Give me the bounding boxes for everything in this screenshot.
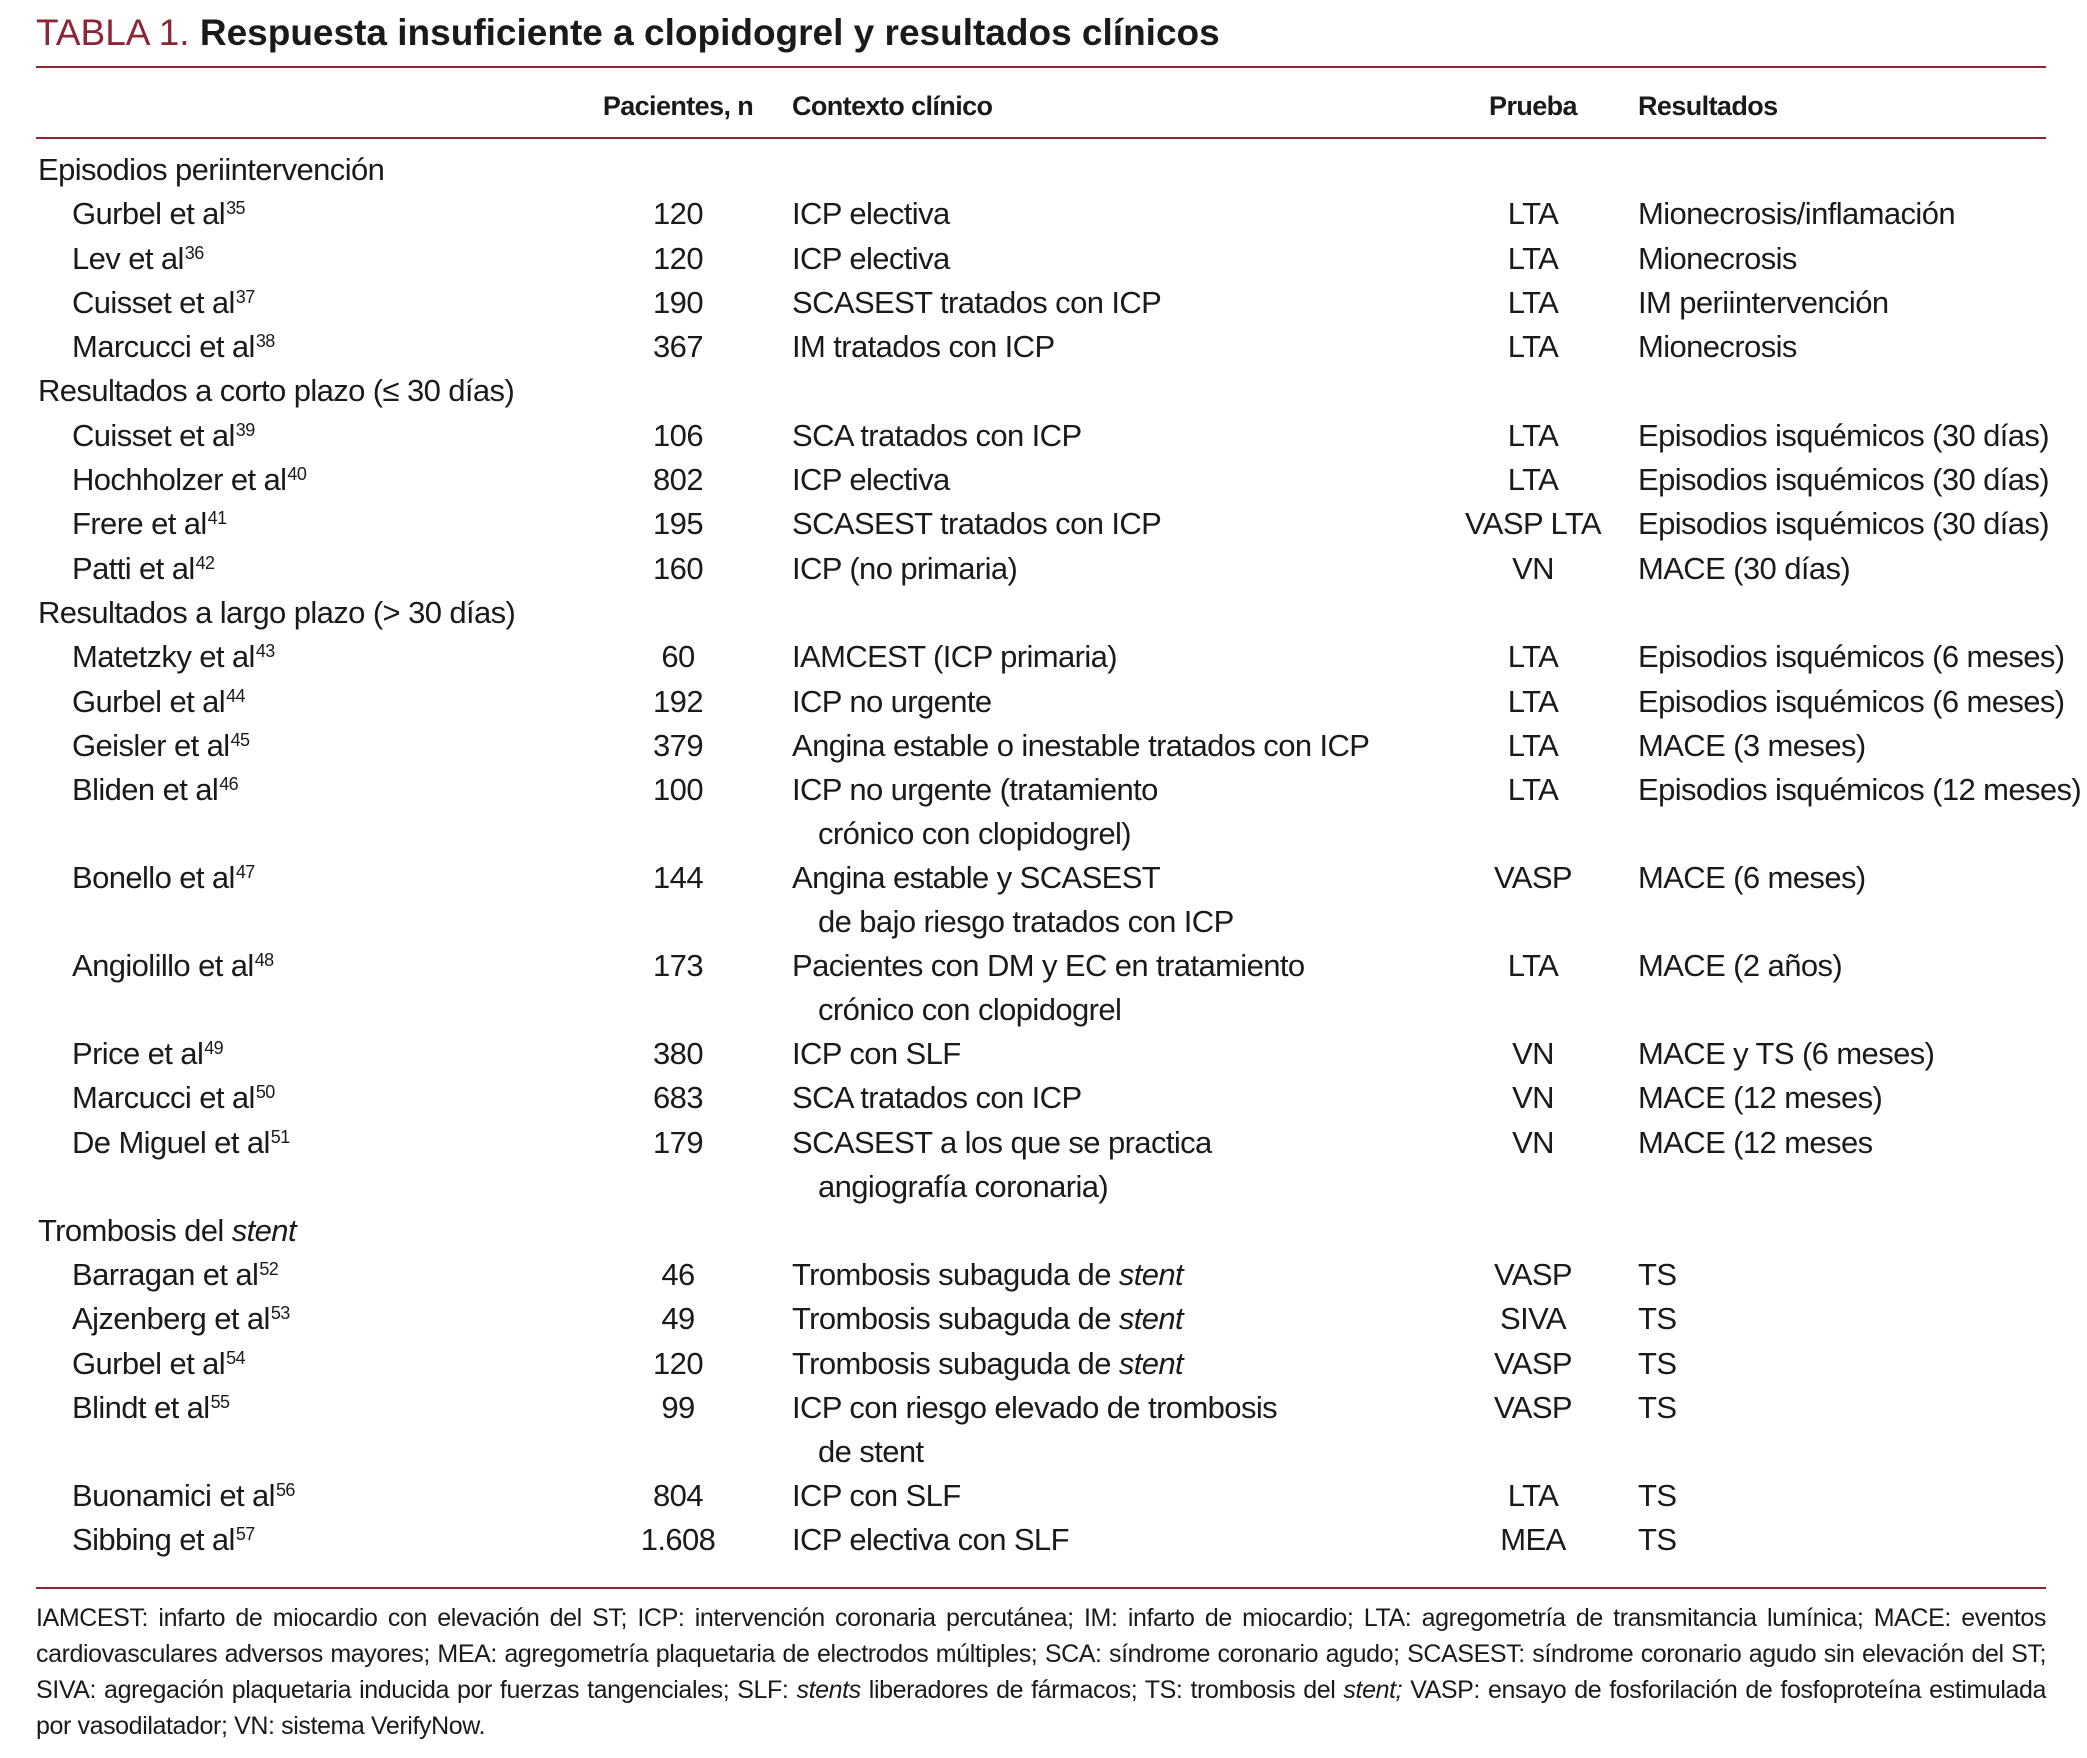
test-cell: LTA	[1507, 196, 1559, 232]
context-text: Pacientes con DM y EC en tratamiento	[792, 948, 1305, 984]
study-name: Ajzenberg et al	[72, 1301, 270, 1337]
section-label	[36, 369, 2046, 413]
reference-number: 55	[210, 1391, 230, 1412]
study-name: Patti et al	[72, 550, 195, 586]
patients-cell: 179	[653, 1124, 703, 1160]
footnote-text-1: IAMCEST: infarto de miocardio con elevación del ST; ICP: intervención coronaria percutánea; IM: infarto de miocardio; LTA: agregometría de transmitancia lumínica; MACE: eventos cardiovasculares adversos mayores; MEA: agregometría plaquetaria de electrodos múltiples; SCA: síndrome coronario agudo; SCASEST: síndrome coronario agudo sin elevación del ST; SIVA: agregación plaquetaria inducida por fuerzas tangenciales; SLF:	[36, 1604, 2046, 1704]
context-line	[792, 1478, 961, 1513]
context-text: SCA tratados con ICP	[792, 1080, 1082, 1116]
table-number: TABLA 1.	[36, 12, 190, 53]
patients-cell: 192	[653, 683, 703, 719]
context-text: SCASEST tratados con ICP	[792, 506, 1162, 542]
section-label-text: Episodios periintervención	[38, 152, 385, 187]
reference-number: 56	[275, 1479, 295, 1500]
context-cell	[792, 635, 1428, 679]
study-cell	[36, 325, 564, 369]
section-label-text: Resultados a corto plazo (≤ 30 días)	[38, 373, 515, 409]
reference-number: 42	[195, 552, 215, 573]
context-text: ICP electiva	[792, 240, 950, 276]
result-cell: TS	[1638, 1301, 1677, 1337]
context-cell	[792, 192, 1428, 236]
result-cell: MACE (2 años)	[1638, 948, 1843, 984]
reference-number: 49	[204, 1038, 224, 1059]
context-line	[792, 329, 1055, 364]
reference-number: 47	[235, 862, 255, 883]
reference-number: 35	[226, 198, 245, 219]
footnote-text-2: liberadores de fármacos; TS: trombosis del	[868, 1676, 1336, 1704]
context-line	[792, 285, 1161, 320]
context-text: SCA tratados con ICP	[792, 417, 1082, 453]
section-row	[36, 148, 2046, 192]
test-cell: VASP	[1493, 1345, 1572, 1381]
context-text: Angina estable o inestable tratados con ICP	[792, 727, 1370, 763]
test-cell: LTA	[1507, 329, 1559, 365]
context-text: ICP electiva	[792, 462, 950, 498]
result-cell: Mionecrosis/inflamación	[1638, 196, 1955, 232]
context-text: ICP con SLF	[792, 1036, 961, 1072]
result-cell: Episodios isquémicos (6 meses)	[1638, 683, 2065, 719]
table-row	[36, 502, 2046, 546]
study-name: Buonamici et al	[72, 1477, 275, 1513]
table-row	[36, 768, 2046, 856]
context-line	[792, 772, 1158, 807]
patients-cell: 683	[653, 1080, 703, 1116]
context-cell	[792, 768, 1428, 856]
test-cell: VN	[1512, 550, 1554, 586]
context-cell	[792, 1297, 1428, 1341]
study-name: Bonello et al	[72, 860, 235, 896]
result-cell: Episodios isquémicos (12 meses)	[1638, 772, 2082, 808]
context-text: ICP no urgente (tratamiento	[792, 772, 1158, 808]
study-cell	[36, 414, 564, 458]
section-row	[36, 591, 2046, 635]
study-name: Lev et al	[72, 240, 184, 276]
patients-cell: 106	[653, 417, 703, 453]
test-cell: VASP	[1493, 1257, 1572, 1293]
study-cell	[36, 1386, 564, 1474]
context-line	[792, 684, 992, 719]
table-row	[36, 1297, 2046, 1341]
table-caption: Respuesta insuficiente a clopidogrel y resultados clínicos	[199, 12, 1220, 53]
reference-number: 44	[226, 685, 245, 706]
context-continuation: angiografía coronaria)	[818, 1168, 1109, 1204]
header-context: Contexto clínico	[792, 90, 993, 121]
reference-number: 48	[254, 950, 274, 971]
study-cell	[36, 1297, 564, 1341]
header-row	[36, 78, 2046, 134]
context-text: IM tratados con ICP	[792, 329, 1055, 365]
test-cell: LTA	[1507, 948, 1559, 984]
test-cell: MEA	[1500, 1522, 1566, 1558]
study-name: Matetzky et al	[72, 639, 255, 675]
context-cell	[792, 237, 1428, 281]
test-cell: LTA	[1507, 1477, 1559, 1513]
patients-cell: 195	[653, 506, 703, 542]
test-cell: SIVA	[1500, 1301, 1566, 1337]
study-cell	[36, 768, 564, 856]
context-cell	[792, 1121, 1428, 1209]
section-row	[36, 1209, 2046, 1253]
test-cell: VASP	[1493, 860, 1572, 896]
reference-number: 50	[255, 1082, 275, 1103]
patients-cell: 160	[653, 550, 703, 586]
context-text: ICP no urgente	[792, 683, 992, 719]
context-cell	[792, 502, 1428, 546]
context-line	[792, 241, 950, 276]
table-row	[36, 1121, 2046, 1209]
result-cell: MACE (3 meses)	[1638, 727, 1866, 763]
table-row	[36, 680, 2046, 724]
test-cell: VN	[1512, 1036, 1554, 1072]
footnote-text-3: VASP: ensayo de fosforilación de fosfoproteína estimulada por vasodilatador; VN: sistema VerifyNow.	[36, 1676, 2047, 1740]
result-cell: Episodios isquémicos (30 días)	[1638, 462, 2050, 498]
header-study	[36, 78, 564, 134]
table-body	[36, 148, 2082, 1563]
result-cell: TS	[1638, 1522, 1677, 1558]
context-cell	[792, 414, 1428, 458]
context-text: ICP electiva	[792, 196, 950, 232]
result-cell: Episodios isquémicos (30 días)	[1638, 506, 2050, 542]
study-cell	[36, 547, 564, 591]
table-row	[36, 1386, 2046, 1474]
study-cell	[36, 281, 564, 325]
table-row	[36, 1253, 2046, 1297]
patients-cell: 379	[653, 727, 703, 763]
test-cell: VN	[1512, 1080, 1554, 1116]
result-cell: TS	[1638, 1345, 1677, 1381]
study-cell	[36, 635, 564, 679]
patients-cell: 144	[653, 860, 703, 896]
context-cell	[792, 458, 1428, 502]
context-line	[792, 728, 1369, 763]
study-cell	[36, 237, 564, 281]
study-name: Blindt et al	[72, 1389, 210, 1425]
patients-cell: 802	[653, 462, 703, 498]
patients-cell: 1.608	[640, 1522, 716, 1558]
study-name: Angiolillo et al	[72, 948, 254, 984]
test-cell: LTA	[1507, 727, 1559, 763]
reference-number: 52	[259, 1259, 279, 1280]
reference-number: 45	[230, 729, 250, 750]
study-name: Gurbel et al	[72, 683, 226, 719]
study-cell	[36, 856, 564, 944]
context-cell	[792, 680, 1428, 724]
result-cell: TS	[1638, 1477, 1677, 1513]
context-continuation: de bajo riesgo tratados con ICP	[818, 904, 1234, 940]
result-cell: Episodios isquémicos (30 días)	[1638, 417, 2050, 453]
study-name: De Miguel et al	[72, 1124, 270, 1160]
table-row	[36, 281, 2046, 325]
result-cell: MACE y TS (6 meses)	[1638, 1036, 1935, 1072]
context-cell	[792, 1518, 1428, 1562]
context-cell	[792, 724, 1428, 768]
study-name: Marcucci et al	[72, 329, 255, 365]
result-cell: MACE (12 meses	[1638, 1124, 1873, 1160]
patients-cell: 804	[653, 1477, 703, 1513]
study-name: Cuisset et al	[72, 417, 235, 453]
study-name: Geisler et al	[72, 727, 230, 763]
context-cell	[792, 547, 1428, 591]
context-text: Trombosis subaguda de	[792, 1345, 1111, 1381]
section-label	[36, 1209, 2046, 1253]
reference-number: 51	[270, 1126, 290, 1147]
table-row	[36, 547, 2046, 591]
context-italic: stent	[1118, 1301, 1184, 1337]
context-cell	[792, 856, 1428, 944]
context-text: Trombosis subaguda de	[792, 1257, 1111, 1293]
context-text: SCASEST tratados con ICP	[792, 284, 1162, 320]
reference-number: 54	[226, 1347, 245, 1368]
context-line	[792, 948, 1305, 983]
test-cell: LTA	[1507, 462, 1559, 498]
context-italic: stent	[1118, 1345, 1184, 1381]
top-rule	[36, 66, 2046, 68]
result-cell: MACE (30 días)	[1638, 550, 1851, 586]
reference-number: 38	[255, 331, 275, 352]
section-row	[36, 369, 2046, 413]
context-text: ICP con riesgo elevado de trombosis	[792, 1389, 1278, 1425]
result-cell: TS	[1638, 1257, 1677, 1293]
patients-cell: 120	[653, 1345, 703, 1381]
table-row	[36, 325, 2046, 369]
reference-number: 36	[184, 242, 204, 263]
context-line	[792, 1301, 1183, 1336]
context-line	[792, 462, 950, 497]
study-cell	[36, 1121, 564, 1209]
context-cell	[792, 1474, 1428, 1518]
context-line	[792, 1257, 1183, 1292]
study-name: Marcucci et al	[72, 1080, 255, 1116]
table-row	[36, 1342, 2046, 1386]
context-continuation: crónico con clopidogrel)	[818, 816, 1131, 852]
study-cell	[36, 192, 564, 236]
study-name: Gurbel et al	[72, 196, 226, 232]
table-title	[36, 8, 1220, 58]
context-text: IAMCEST (ICP primaria)	[792, 639, 1117, 675]
reference-number: 57	[235, 1524, 255, 1545]
table-row	[36, 635, 2046, 679]
reference-number: 53	[270, 1303, 290, 1324]
context-cell	[792, 944, 1428, 1032]
patients-cell: 367	[653, 329, 703, 365]
reference-number: 40	[287, 464, 307, 485]
study-cell	[36, 724, 564, 768]
context-line	[792, 1080, 1082, 1115]
patients-cell: 49	[661, 1301, 695, 1337]
result-cell: TS	[1638, 1389, 1677, 1425]
context-text: SCASEST a los que se practica	[792, 1124, 1212, 1160]
study-cell	[36, 1518, 564, 1562]
test-cell: LTA	[1507, 417, 1559, 453]
result-cell: Mionecrosis	[1638, 329, 1797, 365]
context-text: ICP con SLF	[792, 1477, 961, 1513]
test-cell: VN	[1512, 1124, 1554, 1160]
study-name: Frere et al	[72, 506, 207, 542]
test-cell: VASP	[1493, 1389, 1572, 1425]
table-row	[36, 1032, 2046, 1076]
context-text: Trombosis subaguda de	[792, 1301, 1111, 1337]
study-name: Sibbing et al	[72, 1522, 235, 1558]
patients-cell: 60	[661, 639, 695, 675]
context-line	[792, 1522, 1069, 1557]
study-cell	[36, 458, 564, 502]
bottom-rule	[36, 1587, 2046, 1589]
study-name: Gurbel et al	[72, 1345, 226, 1381]
context-cell	[792, 1076, 1428, 1120]
reference-number: 41	[207, 508, 227, 529]
reference-number: 43	[255, 641, 275, 662]
context-line	[792, 551, 1017, 586]
context-italic: stent	[1118, 1257, 1184, 1293]
study-name: Barragan et al	[72, 1257, 259, 1293]
test-cell: LTA	[1507, 639, 1559, 675]
reference-number: 46	[219, 774, 239, 795]
table-row	[36, 192, 2046, 236]
context-line	[792, 1036, 961, 1071]
context-cell	[792, 325, 1428, 369]
context-cell	[792, 281, 1428, 325]
study-cell	[36, 1032, 564, 1076]
patients-cell: 173	[653, 948, 703, 984]
context-text: ICP (no primaria)	[792, 550, 1018, 586]
table-row	[36, 724, 2046, 768]
footnote-italic-1: stents	[796, 1676, 861, 1704]
patients-cell: 99	[661, 1389, 695, 1425]
section-label-italic: stent	[231, 1212, 296, 1248]
section-label	[36, 591, 2046, 635]
patients-cell: 120	[653, 240, 703, 276]
context-line	[792, 639, 1117, 674]
patients-cell: 120	[653, 196, 703, 232]
context-text: Angina estable y SCASEST	[792, 860, 1161, 896]
table-row	[36, 1076, 2046, 1120]
context-line	[792, 1346, 1183, 1381]
result-cell: Episodios isquémicos (6 meses)	[1638, 639, 2065, 675]
patients-cell: 190	[653, 284, 703, 320]
context-line	[792, 418, 1082, 453]
section-label	[36, 148, 2046, 192]
context-line	[792, 506, 1161, 541]
table-row	[36, 944, 2046, 1032]
study-cell	[36, 1342, 564, 1386]
header-patients: Pacientes, n	[602, 90, 754, 121]
study-cell	[36, 1253, 564, 1297]
context-cell	[792, 1253, 1428, 1297]
study-cell	[36, 1474, 564, 1518]
context-line	[792, 860, 1160, 895]
context-cell	[792, 1386, 1428, 1474]
table-footnote	[36, 1600, 2046, 1744]
table-row	[36, 1518, 2046, 1562]
study-name: Bliden et al	[72, 772, 219, 808]
results-table	[36, 78, 2082, 1563]
test-cell: LTA	[1507, 284, 1559, 320]
context-continuation: de stent	[818, 1433, 924, 1469]
test-cell: LTA	[1507, 240, 1559, 276]
study-name: Price et al	[72, 1036, 204, 1072]
context-line	[792, 1390, 1277, 1425]
table-row	[36, 1474, 2046, 1518]
study-cell	[36, 680, 564, 724]
result-cell: IM periintervención	[1638, 284, 1889, 320]
header-results: Resultados	[1638, 90, 1778, 121]
result-cell: MACE (6 meses)	[1638, 860, 1866, 896]
reference-number: 39	[235, 419, 255, 440]
footnote-italic-2: stent;	[1343, 1676, 1403, 1704]
section-label-text: Trombosis del	[38, 1212, 224, 1248]
context-line	[792, 1125, 1212, 1160]
context-cell	[792, 1032, 1428, 1076]
patients-cell: 380	[653, 1036, 703, 1072]
context-line	[792, 196, 950, 231]
result-cell: MACE (12 meses)	[1638, 1080, 1883, 1116]
test-cell: LTA	[1507, 772, 1559, 808]
study-cell	[36, 502, 564, 546]
context-text: ICP electiva con SLF	[792, 1522, 1069, 1558]
patients-cell: 46	[661, 1257, 695, 1293]
context-continuation: crónico con clopidogrel	[818, 992, 1122, 1028]
table-row	[36, 856, 2046, 944]
study-cell	[36, 1076, 564, 1120]
study-name: Hochholzer et al	[72, 462, 287, 498]
header-test: Prueba	[1489, 90, 1577, 121]
context-cell	[792, 1342, 1428, 1386]
study-cell	[36, 944, 564, 1032]
table-row	[36, 414, 2046, 458]
table-row	[36, 458, 2046, 502]
reference-number: 37	[235, 286, 255, 307]
patients-cell: 100	[653, 772, 703, 808]
section-label-text: Resultados a largo plazo (> 30 días)	[38, 594, 516, 630]
test-cell: VASP LTA	[1465, 506, 1601, 542]
result-cell: Mionecrosis	[1638, 240, 1797, 276]
study-name: Cuisset et al	[72, 284, 235, 320]
table-row	[36, 237, 2046, 281]
test-cell: LTA	[1507, 683, 1559, 719]
